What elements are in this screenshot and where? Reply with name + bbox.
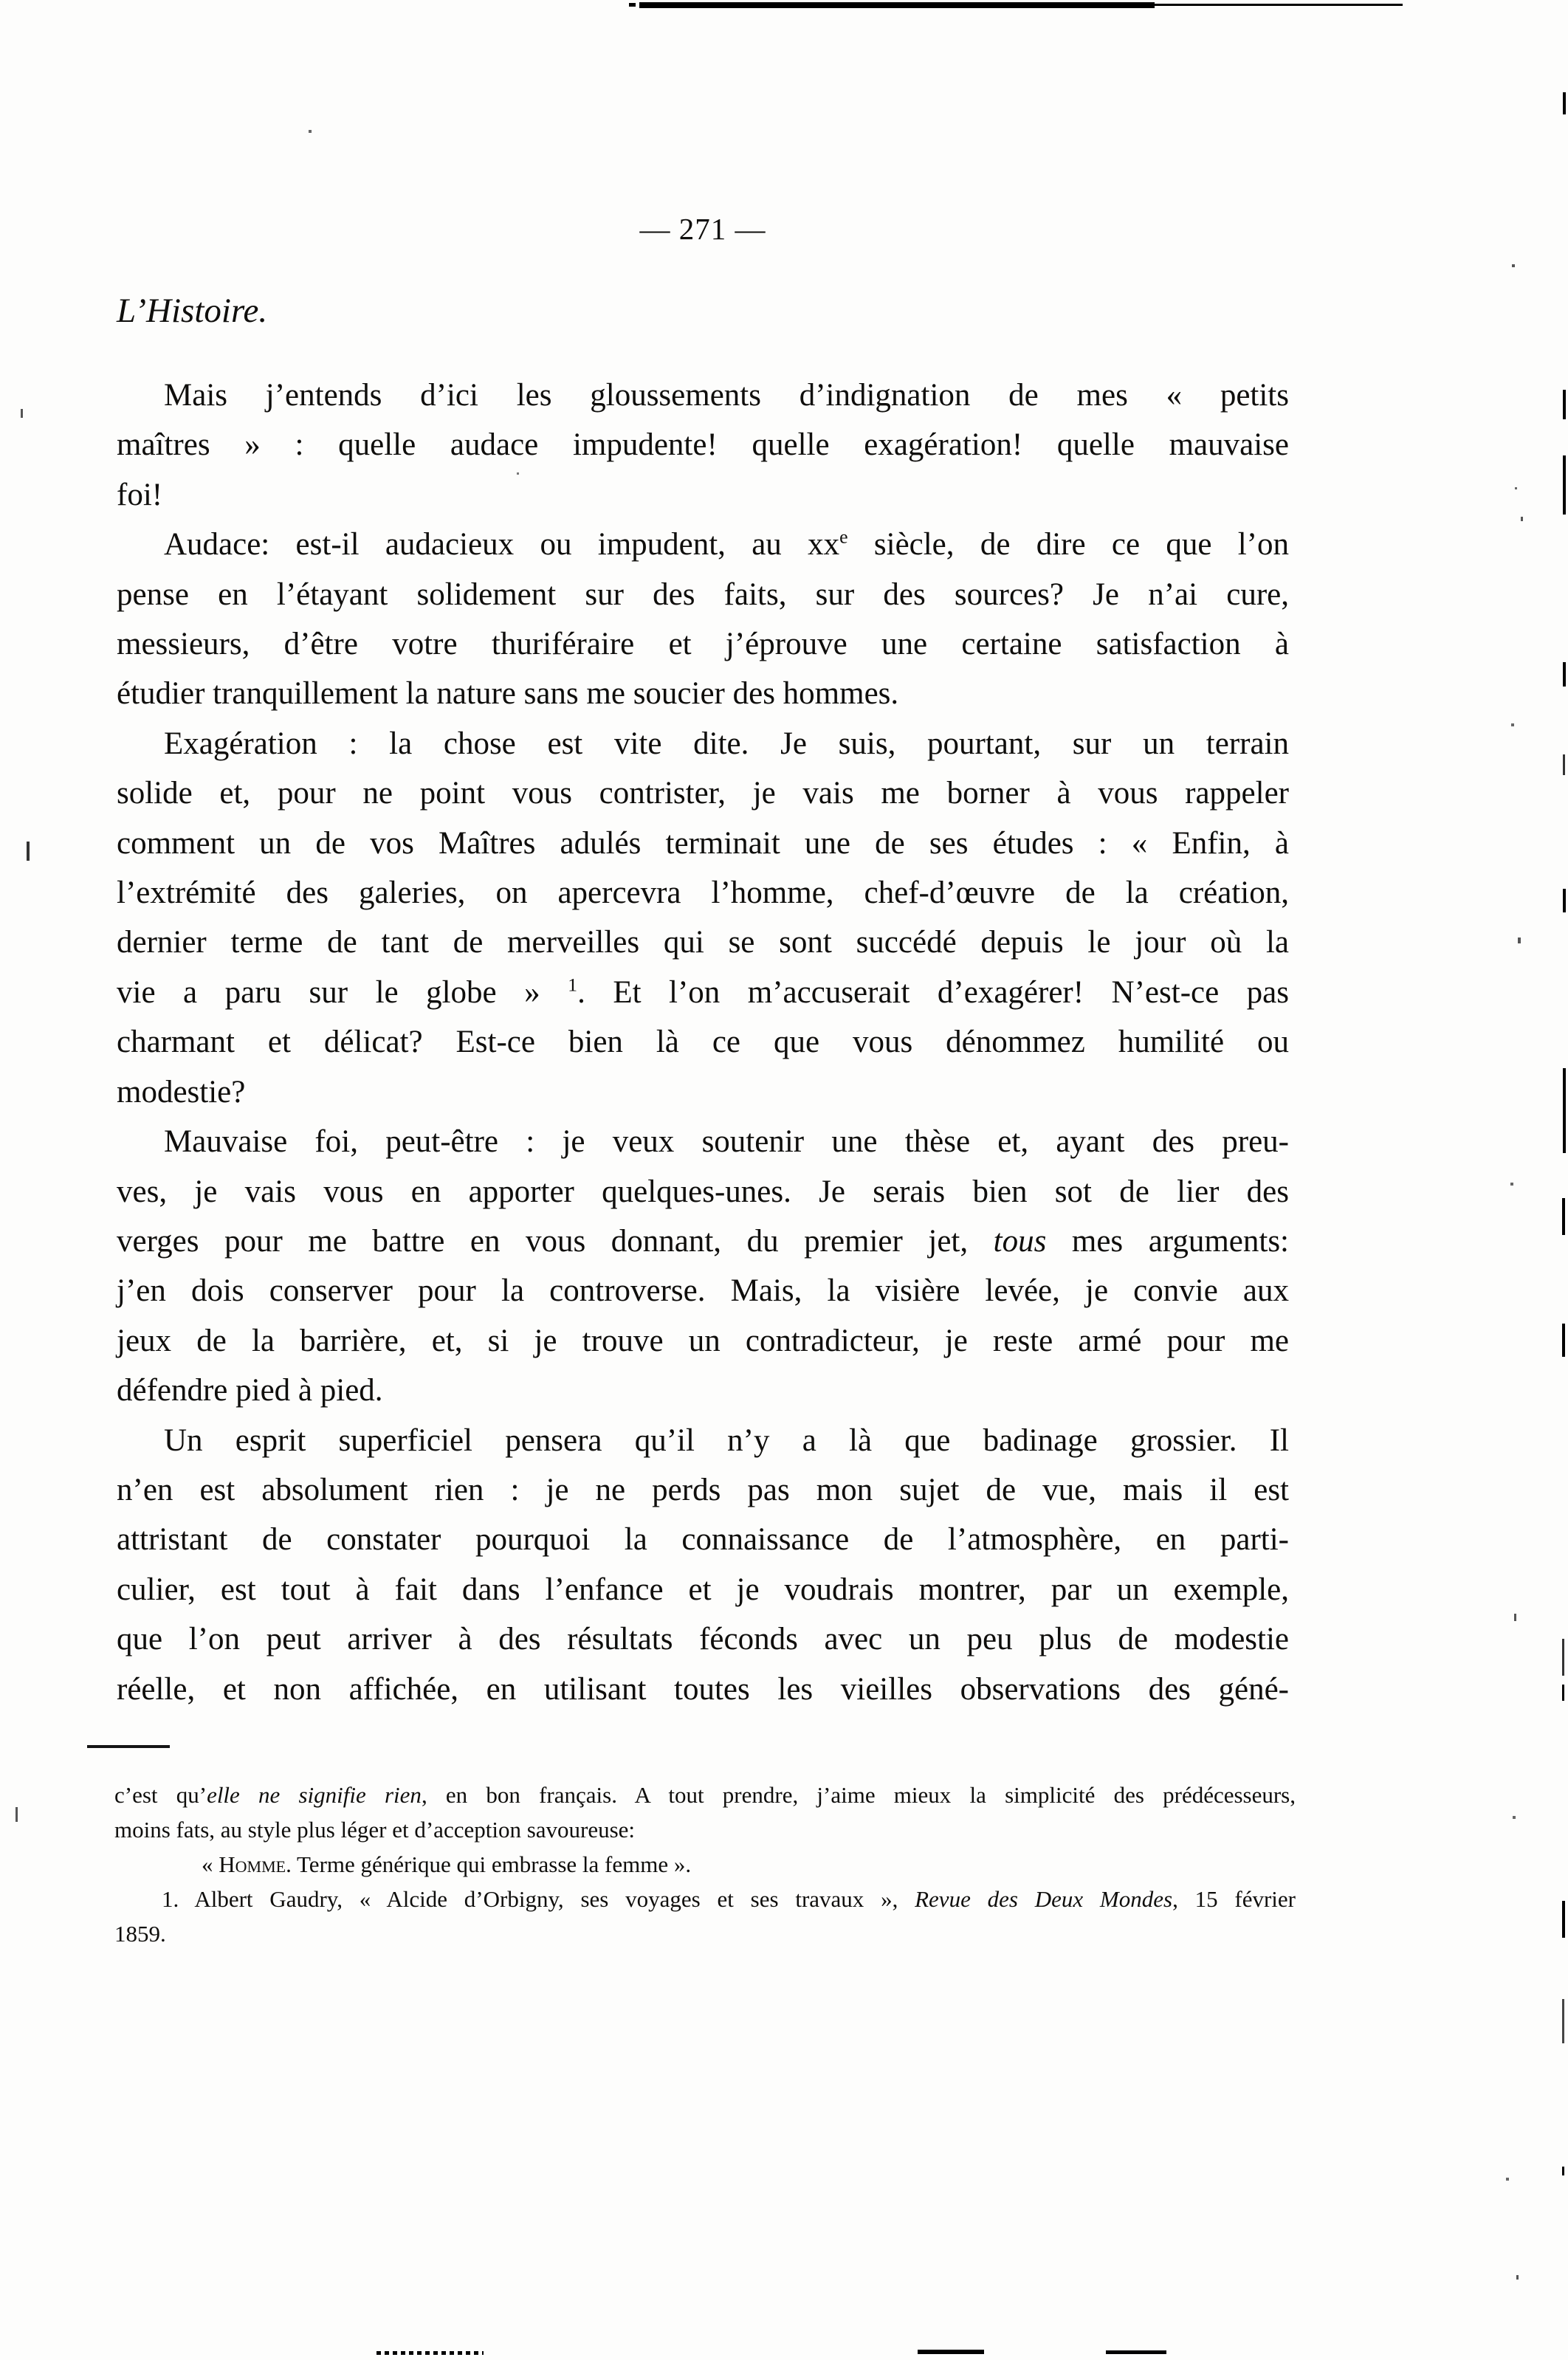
- text-line: [114, 1778, 1296, 1812]
- text-segment: étudier tranquillement la nature sans me soucier des hommes.: [117, 676, 899, 712]
- text-segment: maîtres » : quelle audace impudente! quelle exagération! quelle mauvaise: [117, 427, 1289, 463]
- scan-artifact: [1106, 2350, 1166, 2354]
- text-segment: attristant de constater pourquoi la connaissance de l’atmosphère, en parti-: [117, 1522, 1289, 1558]
- text-line: [117, 719, 1289, 768]
- text-line: [117, 1266, 1289, 1315]
- scan-artifact: [1562, 1198, 1565, 1235]
- text-segment: comment un de vos Maîtres adulés terminait une de ses études : « Enfin, à: [117, 825, 1289, 861]
- scan-artifact: [1563, 455, 1566, 515]
- scan-artifact: [1563, 390, 1566, 419]
- text-segment: charmant et délicat? Est-ce bien là ce que vous dénommez humilité ou: [117, 1025, 1289, 1060]
- text-segment: modestie?: [117, 1074, 246, 1110]
- text-segment: tous: [993, 1223, 1047, 1259]
- text-segment: elle ne signifie rien: [207, 1782, 422, 1808]
- scan-artifact: [1506, 2178, 1509, 2181]
- footnote-reference: 1: [568, 974, 578, 996]
- scan-artifact: [1563, 754, 1565, 775]
- text-line: [114, 1882, 1296, 1916]
- text-line: [117, 918, 1289, 967]
- text-segment: Exagération : la chose est vite dite. Je suis, pourtant, sur un terrain: [164, 726, 1289, 761]
- body-text: [117, 371, 1289, 1714]
- text-segment: 1859.: [114, 1921, 166, 1947]
- scan-artifact: [21, 409, 23, 418]
- text-line: [117, 619, 1289, 669]
- text-line: [114, 1916, 1296, 1951]
- text-line: [117, 1465, 1289, 1515]
- text-line: [117, 371, 1289, 420]
- text-segment: Un esprit superficiel pensera qu’il n’y a là que badinage grossier. Il: [164, 1422, 1289, 1458]
- scan-artifact: [1514, 1614, 1516, 1621]
- text-segment: 1. Albert Gaudry, « Alcide d’Orbigny, ses voyages et ses travaux »,: [162, 1886, 915, 1912]
- text-segment: dernier terme de tant de merveilles qui se sont succédé depuis le jour où la: [117, 925, 1289, 960]
- text-line: [117, 768, 1289, 818]
- text-segment: . Et l’on m’accuserait d’exagérer! N’est-ce pas: [577, 974, 1290, 1010]
- text-line: [114, 1847, 1296, 1882]
- scan-artifact: [1513, 1816, 1516, 1819]
- text-line: [117, 1167, 1289, 1217]
- scan-artifact: [1562, 1324, 1565, 1357]
- text-segment: que l’on peut arriver à des résultats féconds avec un peu plus de modestie: [117, 1622, 1289, 1657]
- text-line: [117, 868, 1289, 918]
- scan-artifact: [16, 1807, 18, 1822]
- scan-artifact: [1510, 1183, 1513, 1186]
- text-segment: Audace: est-il audacieux ou impudent, au xx: [164, 527, 840, 563]
- text-segment: l’extrémité des galeries, on apercevra l’homme, chef-d’œuvre de la création,: [117, 875, 1289, 911]
- scan-artifact: [1155, 4, 1403, 6]
- text-segment: n’en est absolument rien : je ne perds pas mon sujet de vue, mais il est: [117, 1472, 1289, 1507]
- scan-artifact: [376, 2351, 484, 2355]
- scan-artifact: [1562, 2167, 1564, 2175]
- scan-artifact: [1563, 889, 1566, 912]
- text-line: [117, 1316, 1289, 1366]
- text-line: [114, 1812, 1296, 1847]
- scan-artifact: [1515, 487, 1517, 489]
- text-line: [117, 1665, 1289, 1714]
- text-line: [117, 1515, 1289, 1564]
- text-segment: vie a paru sur le globe »: [117, 974, 568, 1010]
- text-line: [117, 1614, 1289, 1664]
- scan-artifact: [1563, 662, 1566, 687]
- text-line: [117, 1565, 1289, 1614]
- scan-artifact: [1518, 938, 1521, 943]
- scan-artifact: [309, 130, 312, 133]
- text-segment: Homme: [219, 1851, 286, 1877]
- text-segment: mes arguments:: [1046, 1223, 1290, 1259]
- text-segment: culier, est tout à fait dans l’enfance et je voudrais montrer, par un exemple,: [117, 1572, 1289, 1607]
- text-segment: solide et, pour ne point vous contrister, je vais me borner à vous rappeler: [117, 776, 1289, 811]
- page-number: — 271 —: [639, 212, 766, 246]
- text-line: [117, 1217, 1289, 1266]
- text-segment: , en bon français. A tout prendre, j’aime mieux la simplicité des prédécesseurs,: [421, 1782, 1296, 1808]
- text-segment: j’en dois conserver pour la controverse. Mais, la visière levée, je convie aux: [117, 1273, 1289, 1309]
- text-segment: Revue des Deux Mondes: [915, 1886, 1173, 1912]
- scan-artifact: [1521, 517, 1523, 521]
- text-segment: messieurs, d’être votre thuriféraire et j’éprouve une certaine satisfaction à: [117, 627, 1289, 662]
- text-line: [117, 1416, 1289, 1465]
- text-line: [117, 1366, 1289, 1415]
- scan-artifact: [639, 2, 1155, 8]
- section-heading: L’Histoire.: [117, 292, 268, 330]
- scan-artifact: [1516, 2275, 1519, 2280]
- text-segment: réelle, et non affichée, en utilisant toutes les vieilles observations des géné-: [117, 1671, 1289, 1707]
- text-line: [117, 520, 1289, 569]
- scan-artifact: [1563, 92, 1566, 114]
- scan-artifact: [1562, 1639, 1564, 1676]
- text-segment: c’est qu’: [114, 1782, 207, 1808]
- scan-artifact: [918, 2350, 984, 2354]
- scan-artifact: [1562, 1685, 1564, 1701]
- text-segment: , 15 février: [1172, 1886, 1296, 1912]
- text-segment: Mais j’entends d’ici les gloussements d’indignation de mes « petits: [164, 378, 1289, 413]
- text-line: [117, 1117, 1289, 1166]
- text-segment: moins fats, au style plus léger et d’acception savoureuse:: [114, 1817, 636, 1843]
- text-segment: Mauvaise foi, peut-être : je veux soutenir une thèse et, ayant des preu-: [164, 1124, 1289, 1160]
- text-line: [117, 669, 1289, 718]
- scan-artifact: [1512, 264, 1515, 267]
- text-line: [117, 470, 1289, 520]
- footnote-separator: [87, 1745, 170, 1748]
- scan-artifact: [1563, 1068, 1566, 1153]
- text-line: [117, 570, 1289, 619]
- text-segment: jeux de la barrière, et, si je trouve un contradicteur, je reste armé pour me: [117, 1323, 1289, 1358]
- text-line: [117, 968, 1289, 1017]
- scan-artifact: [517, 472, 519, 475]
- text-segment: défendre pied à pied.: [117, 1373, 383, 1408]
- text-segment: ves, je vais vous en apporter quelques-unes. Je serais bien sot de lier des: [117, 1174, 1289, 1209]
- text-segment: verges pour me battre en vous donnant, du premier jet,: [117, 1223, 994, 1259]
- text-line: [117, 1067, 1289, 1117]
- footnotes: [114, 1778, 1296, 1951]
- footnote-reference: e: [839, 526, 848, 548]
- text-line: [117, 1017, 1289, 1067]
- text-segment: siècle, de dire ce que l’on: [847, 527, 1289, 563]
- text-segment: pense en l’étayant solidement sur des faits, sur des sources? Je n’ai cure,: [117, 577, 1289, 612]
- text-line: [117, 420, 1289, 469]
- scan-artifact: [1511, 723, 1514, 726]
- text-segment: «: [202, 1851, 219, 1877]
- scan-artifact: [27, 842, 30, 861]
- scan-artifact: [629, 3, 636, 7]
- text-segment: . Terme générique qui embrasse la femme ».: [286, 1851, 692, 1877]
- scan-artifact: [1562, 1901, 1565, 1938]
- scan-artifact: [1562, 1999, 1564, 2043]
- text-line: [117, 819, 1289, 868]
- text-segment: foi!: [117, 477, 163, 512]
